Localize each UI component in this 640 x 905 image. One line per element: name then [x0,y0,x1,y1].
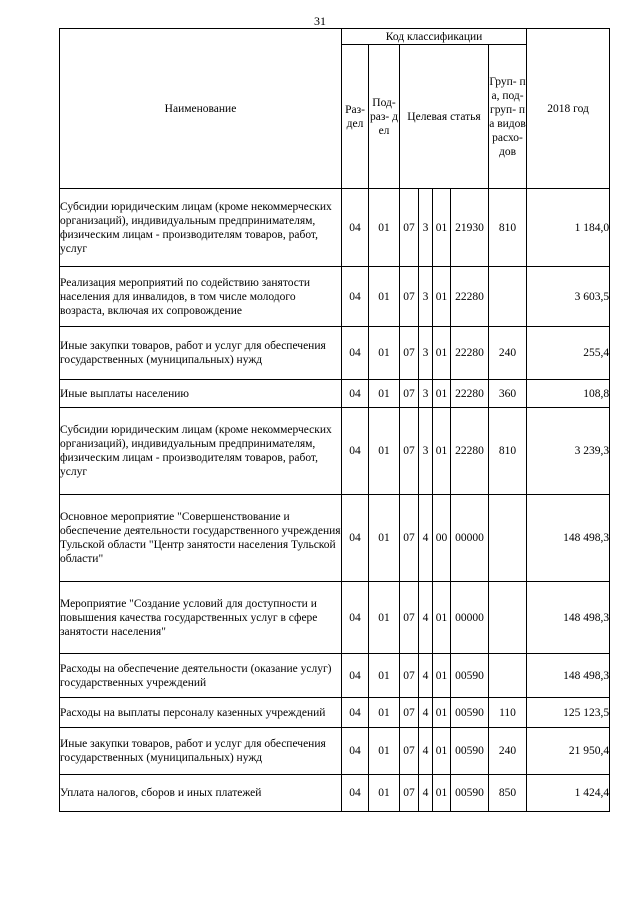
row-podrazdel: 01 [369,582,400,654]
row-ts1: 07 [400,267,419,327]
row-name: Иные закупки товаров, работ и услуг для обеспечения государственных (муниципальных) нужд [60,327,342,380]
row-podrazdel: 01 [369,495,400,582]
row-ts3: 01 [433,728,451,775]
row-vr: 240 [489,728,527,775]
row-name: Иные выплаты населению [60,380,342,408]
row-ts3: 01 [433,582,451,654]
row-ts3: 01 [433,408,451,495]
row-podrazdel: 01 [369,728,400,775]
row-ts3: 01 [433,698,451,728]
row-vr: 810 [489,408,527,495]
row-podrazdel: 01 [369,698,400,728]
row-vr: 110 [489,698,527,728]
row-ts2: 4 [419,728,433,775]
row-amount: 3 239,3 [527,408,610,495]
row-amount: 3 603,5 [527,267,610,327]
row-razdel: 04 [342,495,369,582]
row-vr: 810 [489,189,527,267]
row-razdel: 04 [342,582,369,654]
row-ts1: 07 [400,775,419,812]
header-name: Наименование [60,29,342,189]
row-razdel: 04 [342,775,369,812]
row-vr: 360 [489,380,527,408]
row-razdel: 04 [342,698,369,728]
row-ts3: 01 [433,654,451,698]
row-ts4: 22280 [451,267,489,327]
table-row [60,408,610,495]
header-target: Целевая статья [400,45,489,189]
row-ts1: 07 [400,189,419,267]
row-ts2: 4 [419,495,433,582]
row-ts3: 01 [433,380,451,408]
row-podrazdel: 01 [369,267,400,327]
header-group: Груп- па, под- груп- па видов расхо- дов [489,45,527,189]
row-podrazdel: 01 [369,654,400,698]
row-ts4: 22280 [451,327,489,380]
header-podrazdel: Под- раз- дел [369,45,400,189]
row-ts1: 07 [400,582,419,654]
row-ts2: 3 [419,408,433,495]
row-name: Субсидии юридическим лицам (кроме некоммерческих организаций), индивидуальным предпринимателям, физическим лицам - производителям товаров, работ, услуг [60,189,342,267]
row-podrazdel: 01 [369,408,400,495]
table-row [60,267,610,327]
row-ts4: 22280 [451,380,489,408]
row-vr [489,654,527,698]
row-amount: 108,8 [527,380,610,408]
row-name: Субсидии юридическим лицам (кроме некоммерческих организаций), индивидуальным предпринимателям, физическим лицам - производителям товаров, работ, услуг [60,408,342,495]
row-podrazdel: 01 [369,189,400,267]
row-ts4: 00590 [451,728,489,775]
row-ts1: 07 [400,495,419,582]
row-ts2: 3 [419,380,433,408]
row-podrazdel: 01 [369,775,400,812]
row-ts2: 3 [419,267,433,327]
row-ts4: 00000 [451,582,489,654]
row-ts1: 07 [400,654,419,698]
row-razdel: 04 [342,267,369,327]
row-amount: 255,4 [527,327,610,380]
budget-table [59,28,610,812]
row-ts2: 4 [419,775,433,812]
row-name: Реализация мероприятий по содействию занятости населения для инвалидов, в том числе молодого возраста, включая их сопровождение [60,267,342,327]
row-ts2: 4 [419,654,433,698]
table-row [60,728,610,775]
header-razdel: Раз- дел [342,45,369,189]
row-ts4: 21930 [451,189,489,267]
row-amount: 1 184,0 [527,189,610,267]
row-ts4: 00590 [451,654,489,698]
row-vr: 240 [489,327,527,380]
table-row [60,582,610,654]
row-vr [489,582,527,654]
row-ts3: 01 [433,189,451,267]
row-ts4: 22280 [451,408,489,495]
header-year: 2018 год [527,29,610,189]
row-ts1: 07 [400,380,419,408]
row-amount: 148 498,3 [527,654,610,698]
row-amount: 1 424,4 [527,775,610,812]
row-ts2: 3 [419,189,433,267]
row-podrazdel: 01 [369,327,400,380]
row-vr [489,495,527,582]
row-name: Иные закупки товаров, работ и услуг для обеспечения государственных (муниципальных) нужд [60,728,342,775]
row-razdel: 04 [342,189,369,267]
row-ts4: 00590 [451,775,489,812]
row-ts2: 4 [419,698,433,728]
row-ts2: 4 [419,582,433,654]
row-ts1: 07 [400,728,419,775]
row-amount: 148 498,3 [527,582,610,654]
row-ts2: 3 [419,327,433,380]
row-amount: 21 950,4 [527,728,610,775]
row-name: Расходы на выплаты персоналу казенных учреждений [60,698,342,728]
header-code: Код классификации [342,29,527,45]
row-ts4: 00590 [451,698,489,728]
row-name: Уплата налогов, сборов и иных платежей [60,775,342,812]
table-row [60,380,610,408]
row-podrazdel: 01 [369,380,400,408]
row-ts4: 00000 [451,495,489,582]
row-razdel: 04 [342,654,369,698]
row-vr [489,267,527,327]
row-ts1: 07 [400,408,419,495]
row-ts3: 01 [433,775,451,812]
page-number: 31 [314,14,326,28]
row-razdel: 04 [342,327,369,380]
row-name: Мероприятие "Создание условий для доступности и повышения качества государственных услуг в сфере занятости населения" [60,582,342,654]
row-name: Расходы на обеспечение деятельности (оказание услуг) государственных учреждений [60,654,342,698]
table-row [60,775,610,812]
table-row [60,698,610,728]
row-ts1: 07 [400,698,419,728]
row-amount: 148 498,3 [527,495,610,582]
row-razdel: 04 [342,408,369,495]
table-row [60,189,610,267]
table-row [60,327,610,380]
row-ts1: 07 [400,327,419,380]
table-row [60,654,610,698]
table-row [60,495,610,582]
row-vr: 850 [489,775,527,812]
row-razdel: 04 [342,728,369,775]
row-ts3: 00 [433,495,451,582]
row-ts3: 01 [433,267,451,327]
row-amount: 125 123,5 [527,698,610,728]
row-name: Основное мероприятие "Совершенствование и обеспечение деятельности государственного учреждения Тульской области "Центр занятости населения Тульской области" [60,495,342,582]
row-ts3: 01 [433,327,451,380]
row-razdel: 04 [342,380,369,408]
